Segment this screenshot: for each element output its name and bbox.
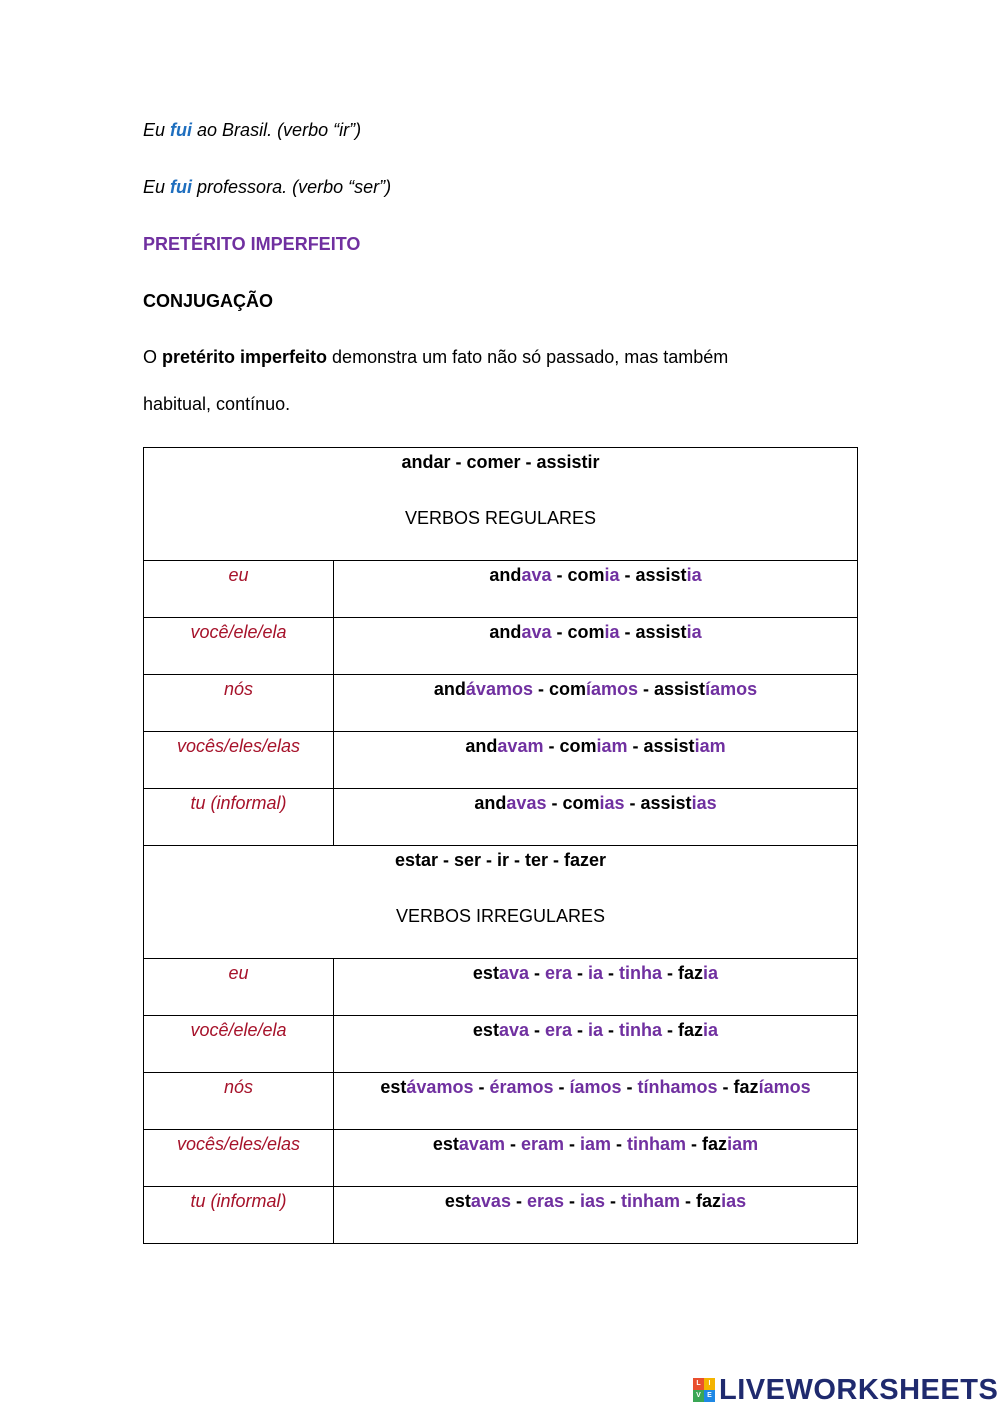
section-title: PRETÉRITO IMPERFEITO: [143, 234, 361, 254]
verb-list: andar - comer - assistir: [401, 452, 600, 472]
verb-ending: eras: [526, 1191, 564, 1211]
verb-stem: -: [611, 1134, 628, 1154]
conjugated-forms: [334, 792, 857, 814]
description-text: O: [143, 347, 163, 367]
verb-ending: iam: [596, 736, 628, 756]
verb-ending: éramos: [489, 1077, 554, 1097]
conjugation-row: [144, 618, 858, 675]
verb-stem: and: [433, 679, 466, 699]
conjugated-forms: [334, 1133, 857, 1155]
verb-stem: -: [546, 793, 563, 813]
forms-cell: [334, 1073, 858, 1130]
verb-ending: avas: [470, 1191, 511, 1211]
verb-ending: tinham: [621, 1191, 681, 1211]
verb-stem: com: [562, 793, 600, 813]
description-bold: pretérito imperfeito: [162, 347, 328, 367]
verb-ending: ia: [588, 1020, 604, 1040]
logo-text: LIVEWORKSHEETS: [719, 1373, 999, 1406]
conjugation-table: [143, 447, 858, 1244]
verb-ending: ávamos: [465, 679, 533, 699]
conjugation-row: [144, 732, 858, 789]
pronoun: você/ele/ela: [190, 622, 287, 642]
verb-stem: -: [662, 963, 679, 983]
pronoun-cell: [144, 732, 334, 789]
verb-ending: iam: [580, 1134, 612, 1154]
verb-ending: era: [544, 963, 573, 983]
verb-stem: assist: [654, 679, 706, 699]
forms-cell: [334, 675, 858, 732]
description-line-1: [143, 347, 728, 368]
description-line-2: habitual, contínuo.: [143, 394, 291, 414]
verb-ending: ias: [691, 793, 717, 813]
verb-stem: -: [504, 1134, 521, 1154]
verb-stem: -: [619, 565, 636, 585]
verb-stem: faz: [696, 1191, 722, 1211]
verb-stem: faz: [678, 1020, 704, 1040]
verb-stem: -: [564, 1134, 580, 1154]
forms-cell: [334, 561, 858, 618]
conjugated-forms: [334, 735, 857, 757]
pronoun: vocês/eles/elas: [176, 736, 301, 756]
verb-stem: est: [380, 1077, 407, 1097]
logo-letter-tile: V: [693, 1390, 704, 1402]
pronoun: nós: [223, 679, 254, 699]
pronoun: eu: [228, 963, 249, 983]
conjugated-forms: [334, 962, 857, 984]
irregular-header-row: [144, 846, 858, 959]
conjugation-row: [144, 789, 858, 846]
verb-stem: -: [510, 1191, 527, 1211]
conjugation-row: [144, 1073, 858, 1130]
pronoun-cell: [144, 618, 334, 675]
verb-stem: -: [532, 679, 549, 699]
verb-ending: avas: [506, 793, 547, 813]
verb-ending: tinham: [627, 1134, 687, 1154]
pronoun-cell: [144, 789, 334, 846]
verb-stem: -: [619, 622, 636, 642]
verb-stem: com: [559, 736, 597, 756]
verb-ending: eram: [520, 1134, 564, 1154]
verb-stem: -: [717, 1077, 734, 1097]
verb-ending: ia: [686, 622, 702, 642]
verb-stem: and: [489, 565, 522, 585]
highlighted-verb: fui: [170, 120, 193, 140]
pronoun-cell: [144, 959, 334, 1016]
conjugated-forms: [334, 1190, 857, 1212]
verb-stem: -: [572, 1020, 589, 1040]
verb-stem: -: [572, 963, 589, 983]
verb-stem: faz: [678, 963, 704, 983]
verb-stem: est: [472, 963, 499, 983]
description-text: demonstra um fato não só passado, mas também: [327, 347, 729, 367]
conjugated-forms: [334, 564, 857, 586]
verb-stem: -: [627, 736, 644, 756]
sentence-text: Eu: [143, 177, 171, 197]
verb-stem: est: [432, 1134, 459, 1154]
verb-ending: ia: [604, 565, 620, 585]
verb-ending: ia: [604, 622, 620, 642]
forms-cell: [334, 732, 858, 789]
verb-stem: -: [551, 622, 568, 642]
verb-ending: ia: [703, 1020, 719, 1040]
conjugation-row: [144, 561, 858, 618]
verb-ending: tínhamos: [637, 1077, 718, 1097]
verb-stem: -: [605, 1191, 622, 1211]
conjugation-row: [144, 1187, 858, 1244]
conjugation-row: [144, 1016, 858, 1073]
verb-stem: assist: [640, 793, 692, 813]
verb-stem: est: [472, 1020, 499, 1040]
verb-stem: com: [567, 565, 605, 585]
verb-group-label: VERBOS IRREGULARES: [395, 906, 606, 926]
verb-stem: assist: [635, 622, 687, 642]
logo-letter-tile: E: [704, 1390, 715, 1402]
verb-stem: -: [528, 1020, 545, 1040]
example-sentence-2: [143, 177, 391, 198]
forms-cell: [334, 1130, 858, 1187]
verb-ending: era: [544, 1020, 573, 1040]
verb-ending: ias: [721, 1191, 747, 1211]
verb-stem: assist: [643, 736, 695, 756]
regular-header-cell: [144, 448, 858, 561]
pronoun: eu: [228, 565, 249, 585]
pronoun-cell: [144, 561, 334, 618]
conjugated-forms: [334, 1019, 857, 1041]
verb-stem: -: [680, 1191, 697, 1211]
logo-letter-tile: L: [693, 1378, 704, 1390]
logo-icon: [693, 1378, 715, 1402]
verb-ending: ia: [686, 565, 702, 585]
conjugated-forms: [334, 621, 857, 643]
forms-cell: [334, 959, 858, 1016]
verb-stem: and: [465, 736, 498, 756]
verb-ending: ava: [521, 565, 552, 585]
verb-ending: íamos: [758, 1077, 811, 1097]
pronoun: tu (informal): [190, 793, 287, 813]
regular-header-row: [144, 448, 858, 561]
conjugation-row: [144, 959, 858, 1016]
irregular-header-cell: [144, 846, 858, 959]
pronoun-cell: [144, 675, 334, 732]
verb-ending: ias: [580, 1191, 606, 1211]
sentence-text: Eu: [143, 120, 171, 140]
verb-ending: ia: [588, 963, 604, 983]
pronoun: nós: [223, 1077, 254, 1097]
verb-stem: -: [473, 1077, 490, 1097]
verb-ending: íamos: [569, 1077, 622, 1097]
verb-ending: ia: [703, 963, 719, 983]
conjugated-forms: [334, 678, 857, 700]
verb-ending: iam: [694, 736, 726, 756]
verb-group-label: VERBOS REGULARES: [404, 508, 597, 528]
pronoun-cell: [144, 1130, 334, 1187]
verb-stem: -: [621, 1077, 638, 1097]
verb-stem: com: [548, 679, 586, 699]
verb-stem: and: [489, 622, 522, 642]
verb-stem: faz: [733, 1077, 759, 1097]
verb-stem: -: [686, 1134, 703, 1154]
pronoun-cell: [144, 1073, 334, 1130]
verb-ending: ias: [599, 793, 625, 813]
verb-stem: -: [553, 1077, 570, 1097]
verb-stem: -: [564, 1191, 580, 1211]
forms-cell: [334, 789, 858, 846]
verb-stem: -: [603, 963, 620, 983]
pronoun: você/ele/ela: [190, 1020, 287, 1040]
logo-letter-tile: I: [704, 1378, 715, 1390]
highlighted-verb: fui: [170, 177, 193, 197]
verb-stem: -: [551, 565, 568, 585]
verb-ending: ávamos: [406, 1077, 474, 1097]
verb-stem: -: [543, 736, 560, 756]
verb-stem: assist: [635, 565, 687, 585]
example-sentence-1: [143, 120, 361, 141]
forms-cell: [334, 618, 858, 675]
verb-stem: faz: [702, 1134, 728, 1154]
conjugated-forms: [334, 1076, 857, 1098]
sentence-text: professora. (verbo “ser”): [192, 177, 392, 197]
sentence-text: ao Brasil. (verbo “ir”): [192, 120, 362, 140]
verb-ending: avam: [458, 1134, 505, 1154]
verb-ending: iam: [727, 1134, 759, 1154]
liveworksheets-logo: [693, 1374, 998, 1406]
forms-cell: [334, 1016, 858, 1073]
verb-stem: -: [662, 1020, 679, 1040]
pronoun: vocês/eles/elas: [176, 1134, 301, 1154]
pronoun-cell: [144, 1187, 334, 1244]
verb-list: estar - ser - ir - ter - fazer: [394, 850, 607, 870]
verb-stem: -: [624, 793, 641, 813]
verb-ending: tinha: [619, 1020, 663, 1040]
conjugation-row: [144, 675, 858, 732]
verb-ending: ava: [521, 622, 552, 642]
verb-stem: est: [444, 1191, 471, 1211]
verb-ending: avam: [497, 736, 544, 756]
verb-ending: íamos: [585, 679, 639, 699]
pronoun: tu (informal): [190, 1191, 287, 1211]
verb-stem: -: [603, 1020, 620, 1040]
verb-ending: ava: [498, 1020, 529, 1040]
verb-ending: íamos: [705, 679, 758, 699]
pronoun-cell: [144, 1016, 334, 1073]
forms-cell: [334, 1187, 858, 1244]
verb-stem: -: [638, 679, 655, 699]
subsection-title: CONJUGAÇÃO: [143, 291, 274, 311]
verb-ending: ava: [498, 963, 529, 983]
verb-stem: and: [474, 793, 507, 813]
verb-stem: -: [528, 963, 545, 983]
verb-stem: com: [567, 622, 605, 642]
verb-ending: tinha: [619, 963, 663, 983]
conjugation-row: [144, 1130, 858, 1187]
